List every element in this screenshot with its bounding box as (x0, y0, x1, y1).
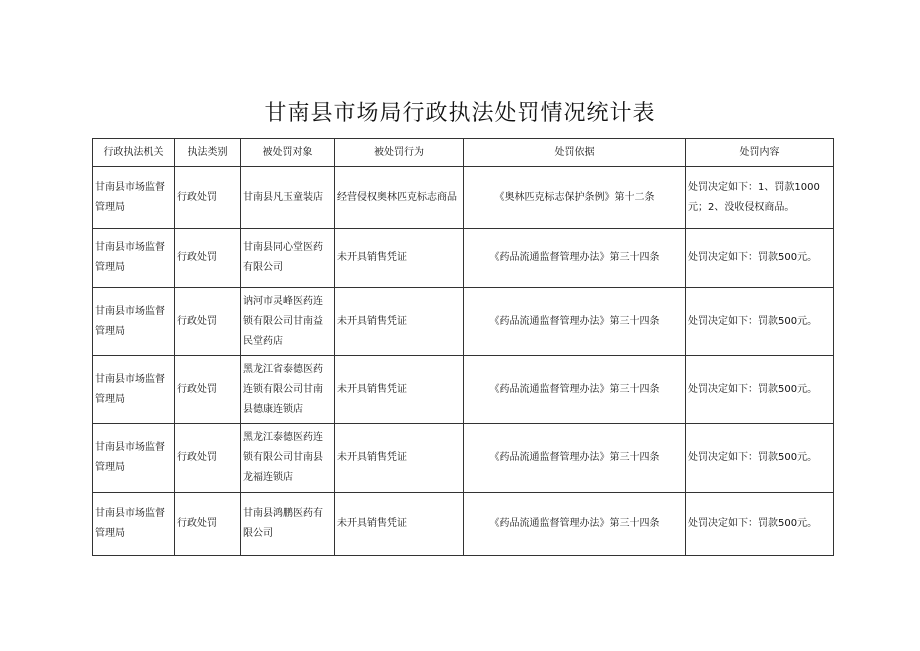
cell-basis: 《药品流通监督管理办法》第三十四条 (464, 424, 686, 493)
table-row (93, 167, 834, 229)
cell-target: 甘南县鸿鹏医药有限公司 (241, 493, 335, 556)
page-title: 甘南县市场局行政执法处罚情况统计表 (264, 101, 656, 126)
cell-category: 行政处罚 (175, 288, 241, 356)
cell-agency: 甘南县市场监督管理局 (93, 424, 175, 493)
table-header-row (93, 139, 834, 167)
cell-content: 处罚决定如下：罚款500元。 (686, 288, 834, 356)
cell-content: 处罚决定如下：罚款500元。 (686, 356, 834, 424)
column-header-target: 被处罚对象 (241, 139, 335, 167)
cell-behavior: 未开具销售凭证 (335, 356, 464, 424)
cell-category: 行政处罚 (175, 424, 241, 493)
cell-content: 处罚决定如下：罚款500元。 (686, 424, 834, 493)
cell-target: 黑龙江泰德医药连锁有限公司甘南县龙福连锁店 (241, 424, 335, 493)
cell-content: 处罚决定如下：罚款500元。 (686, 229, 834, 288)
table-row (93, 356, 834, 424)
cell-basis: 《药品流通监督管理办法》第三十四条 (464, 493, 686, 556)
cell-category: 行政处罚 (175, 493, 241, 556)
cell-target: 甘南县凡玉童装店 (241, 167, 335, 229)
column-header-content: 处罚内容 (686, 139, 834, 167)
penalty-statistics-table (92, 138, 834, 556)
cell-content: 处罚决定如下：1、罚款1000元；2、没收侵权商品。 (686, 167, 834, 229)
column-header-behavior: 被处罚行为 (335, 139, 464, 167)
cell-basis: 《药品流通监督管理办法》第三十四条 (464, 356, 686, 424)
column-header-category: 执法类别 (175, 139, 241, 167)
cell-behavior: 未开具销售凭证 (335, 229, 464, 288)
cell-agency: 甘南县市场监督管理局 (93, 493, 175, 556)
cell-basis: 《药品流通监督管理办法》第三十四条 (464, 288, 686, 356)
table-row (93, 288, 834, 356)
cell-behavior: 未开具销售凭证 (335, 493, 464, 556)
cell-basis: 《药品流通监督管理办法》第三十四条 (464, 229, 686, 288)
cell-behavior: 经营侵权奥林匹克标志商品 (335, 167, 464, 229)
cell-target: 黑龙江省泰德医药连锁有限公司甘南县德康连锁店 (241, 356, 335, 424)
cell-basis: 《奥林匹克标志保护条例》第十二条 (464, 167, 686, 229)
cell-agency: 甘南县市场监督管理局 (93, 167, 175, 229)
column-header-basis: 处罚依据 (464, 139, 686, 167)
table-row (93, 493, 834, 556)
table-row (93, 229, 834, 288)
cell-behavior: 未开具销售凭证 (335, 424, 464, 493)
cell-category: 行政处罚 (175, 356, 241, 424)
cell-target: 讷河市灵峰医药连锁有限公司甘南益民堂药店 (241, 288, 335, 356)
column-header-agency: 行政执法机关 (93, 139, 175, 167)
cell-category: 行政处罚 (175, 167, 241, 229)
cell-target: 甘南县同心堂医药有限公司 (241, 229, 335, 288)
table-row (93, 424, 834, 493)
cell-content: 处罚决定如下：罚款500元。 (686, 493, 834, 556)
cell-agency: 甘南县市场监督管理局 (93, 356, 175, 424)
cell-agency: 甘南县市场监督管理局 (93, 229, 175, 288)
cell-category: 行政处罚 (175, 229, 241, 288)
cell-behavior: 未开具销售凭证 (335, 288, 464, 356)
cell-agency: 甘南县市场监督管理局 (93, 288, 175, 356)
